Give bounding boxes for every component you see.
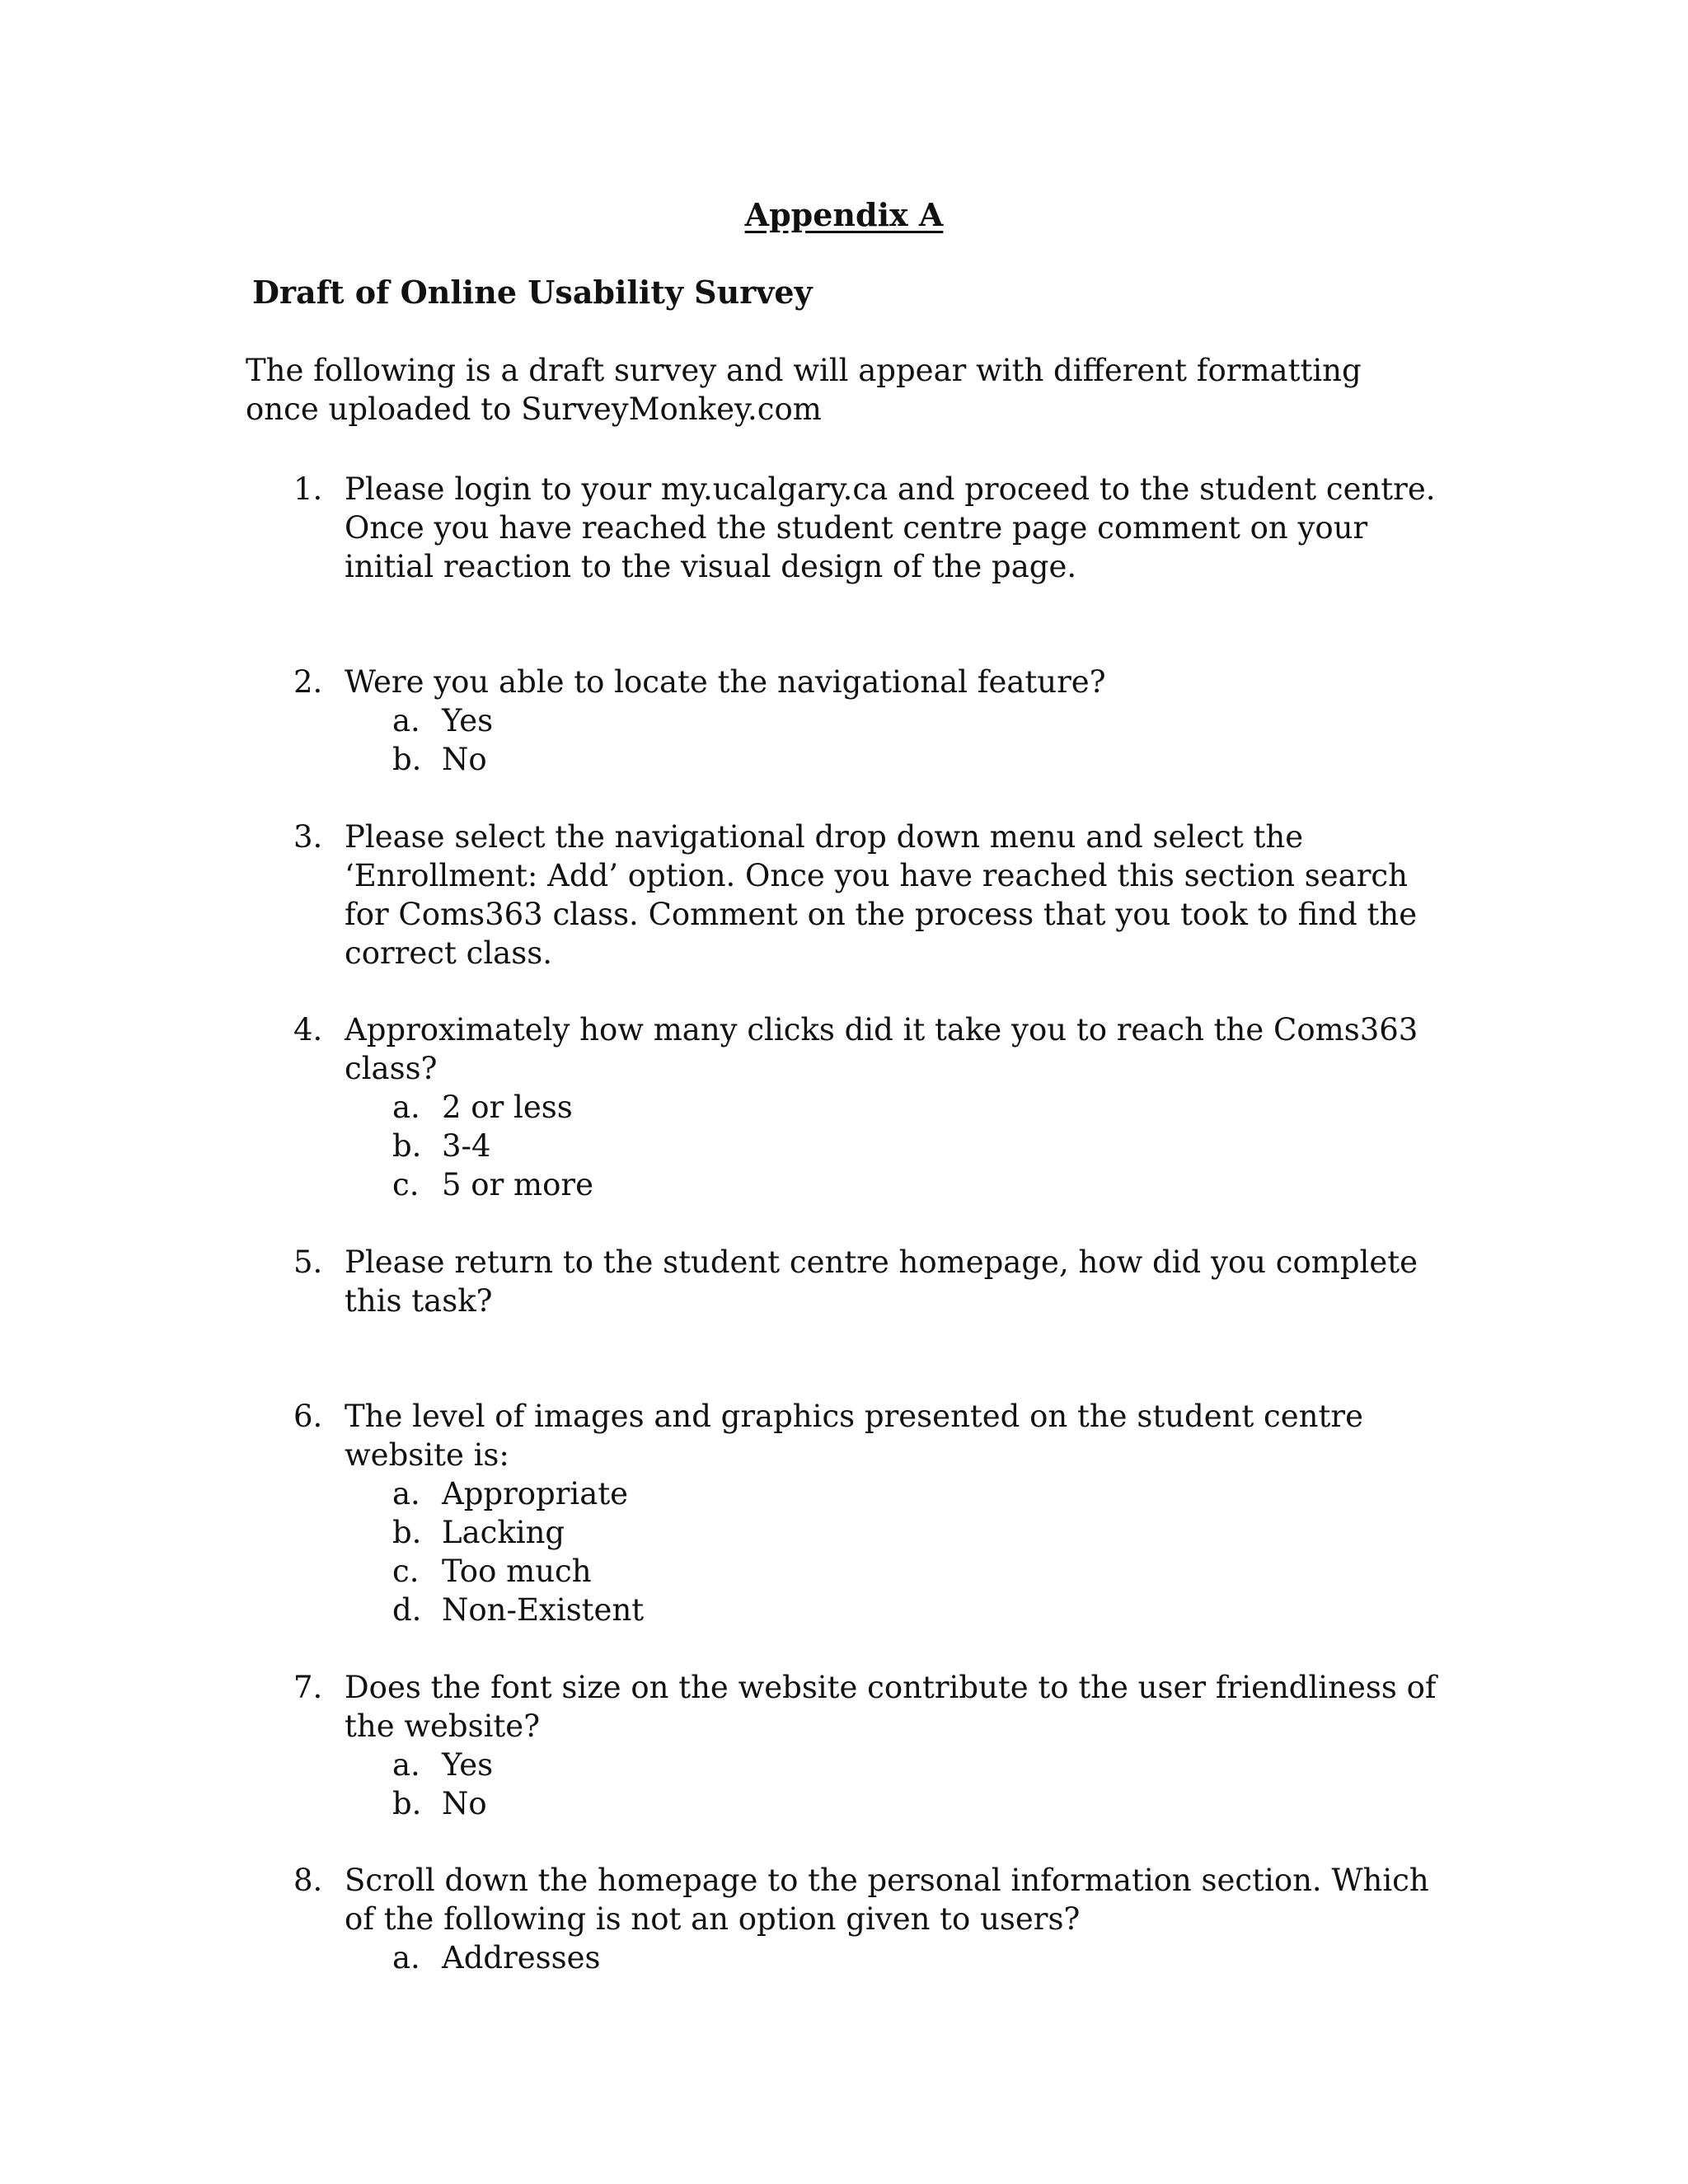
question-number: 1. [293, 471, 323, 507]
option-letter: d. [392, 1592, 422, 1628]
question-number: 8. [293, 1863, 323, 1898]
option-text: No [442, 1786, 487, 1821]
question-text: The level of images and graphics presented on the student centre website is: [345, 1399, 1363, 1473]
option-text: Appropriate [442, 1476, 629, 1511]
option-letter: b. [392, 1786, 422, 1821]
option-letter: a. [392, 1940, 420, 1975]
option-letter: a. [392, 1090, 420, 1125]
option-item [293, 1474, 1447, 1513]
question-number: 7. [293, 1670, 323, 1705]
option-item [293, 1938, 1447, 1977]
option-text: Yes [442, 703, 494, 738]
option-text: 2 or less [442, 1090, 573, 1125]
option-item [293, 1127, 1447, 1165]
option-list [293, 1474, 1447, 1629]
question-text: Were you able to locate the navigational feature? [345, 664, 1106, 700]
question-5 [293, 1243, 1447, 1320]
question-text: Scroll down the homepage to the personal information section. Which of the following is not an option given to users? [345, 1863, 1429, 1937]
option-letter: b. [392, 1128, 422, 1164]
intro-paragraph: The following is a draft survey and will appear with different formatting once uploaded to SurveyMonkey.com [246, 353, 1362, 427]
question-number: 2. [293, 664, 323, 700]
option-letter: b. [392, 1515, 422, 1550]
option-list [293, 1938, 1447, 1977]
option-letter: a. [392, 1747, 420, 1783]
question-4 [293, 1010, 1447, 1204]
option-list [293, 1088, 1447, 1204]
option-item [293, 1165, 1447, 1204]
question-text: Please return to the student centre homepage, how did you complete this task? [345, 1244, 1418, 1319]
option-text: No [442, 742, 487, 777]
option-letter: a. [392, 1476, 420, 1511]
question-number: 6. [293, 1399, 323, 1434]
option-letter: b. [392, 742, 422, 777]
option-item [293, 701, 1447, 740]
question-number: 4. [293, 1012, 323, 1047]
option-item [293, 1746, 1447, 1784]
question-text: Does the font size on the website contribute to the user friendliness of the website? [345, 1670, 1437, 1744]
question-number: 3. [293, 819, 323, 855]
option-text: 3-4 [442, 1128, 491, 1164]
question-6 [293, 1397, 1447, 1629]
option-item [293, 1088, 1447, 1127]
option-letter: a. [392, 703, 420, 738]
question-8 [293, 1861, 1447, 1977]
question-1 [293, 470, 1447, 586]
option-item [293, 1784, 1447, 1823]
option-text: Too much [442, 1554, 592, 1589]
option-item [293, 740, 1447, 779]
question-number: 5. [293, 1244, 323, 1280]
question-text: Please login to your my.ucalgary.ca and proceed to the student centre. Once you have reached the student centre page comment on your initial reaction to the visual design of the page. [345, 471, 1436, 584]
option-text: Non-Existent [442, 1592, 645, 1628]
question-text: Please select the navigational drop down menu and select the ‘Enrollment: Add’ option. Once you have reached this section search for Coms363 class. Comment on the process that you took to find the correct class. [345, 819, 1418, 971]
option-text: Addresses [442, 1940, 601, 1975]
option-text: Yes [442, 1747, 494, 1783]
option-letter: c. [392, 1554, 420, 1589]
option-letter: c. [392, 1167, 420, 1202]
option-text: 5 or more [442, 1167, 593, 1202]
option-text: Lacking [442, 1515, 565, 1550]
question-3 [293, 818, 1447, 972]
option-list [293, 1746, 1447, 1823]
survey-title: Draft of Online Usability Survey [252, 274, 813, 311]
page-title: Appendix A [744, 196, 944, 233]
question-text: Approximately how many clicks did it take you to reach the Coms363 class? [345, 1012, 1418, 1086]
option-list [293, 701, 1447, 779]
question-7 [293, 1668, 1447, 1823]
option-item [293, 1513, 1447, 1552]
question-2 [293, 663, 1447, 779]
option-item [293, 1591, 1447, 1629]
option-item [293, 1552, 1447, 1591]
